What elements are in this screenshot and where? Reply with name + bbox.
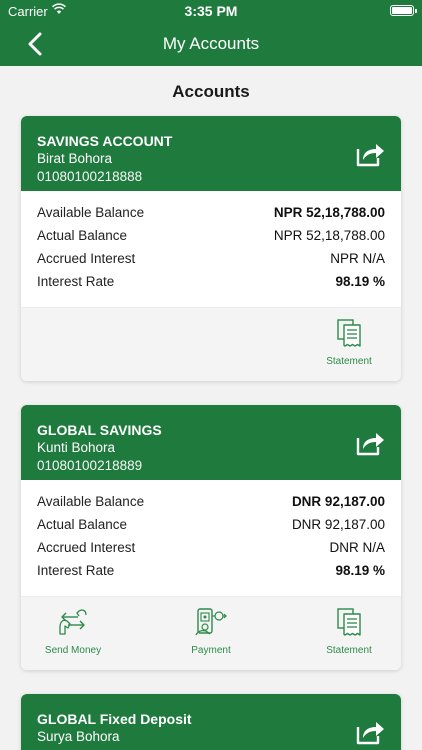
accrued-interest-row bbox=[37, 251, 385, 274]
navigation-bar bbox=[0, 22, 422, 66]
account-card-header bbox=[21, 116, 401, 191]
available-balance-row bbox=[37, 494, 385, 517]
accrued-interest-label: Accrued Interest bbox=[37, 251, 136, 266]
interest-rate-label: Interest Rate bbox=[37, 563, 115, 578]
actual-balance-value: DNR 92,187.00 bbox=[291, 517, 385, 532]
accrued-interest-value: NPR N/A bbox=[330, 251, 385, 266]
actual-balance-label: Actual Balance bbox=[37, 228, 128, 243]
account-card-header bbox=[21, 405, 401, 480]
actual-balance-label: Actual Balance bbox=[37, 517, 128, 532]
interest-rate-row bbox=[37, 563, 385, 586]
account-holder: Surya Bohora bbox=[37, 729, 120, 744]
actual-balance-row bbox=[37, 228, 385, 251]
status-bar bbox=[0, 0, 422, 22]
accrued-interest-label: Accrued Interest bbox=[37, 540, 136, 555]
account-card[interactable] bbox=[21, 116, 401, 381]
account-type: GLOBAL Fixed Deposit bbox=[37, 711, 192, 727]
account-holder: Birat Bohora bbox=[37, 151, 113, 166]
interest-rate-value: 98.19 % bbox=[335, 563, 385, 578]
account-holder: Kunti Bohora bbox=[37, 440, 116, 455]
clock: 3:35 PM bbox=[184, 3, 238, 19]
account-card[interactable] bbox=[21, 405, 401, 670]
statement-label: Statement bbox=[326, 645, 372, 656]
battery-icon bbox=[390, 5, 414, 16]
available-balance-row bbox=[37, 205, 385, 228]
interest-rate-row bbox=[37, 274, 385, 297]
payment-button[interactable] bbox=[161, 607, 261, 656]
available-balance-value: NPR 52,18,788.00 bbox=[273, 205, 385, 220]
account-type: GLOBAL SAVINGS bbox=[37, 422, 162, 438]
accrued-interest-row bbox=[37, 540, 385, 563]
statement-button[interactable] bbox=[299, 607, 399, 656]
balance-details bbox=[21, 480, 401, 596]
actual-balance-row bbox=[37, 517, 385, 540]
balance-details bbox=[21, 191, 401, 307]
send-money-label: Send Money bbox=[44, 645, 102, 656]
statement-icon bbox=[336, 607, 362, 637]
available-balance-label: Available Balance bbox=[37, 494, 145, 509]
actual-balance-value: NPR 52,18,788.00 bbox=[273, 228, 385, 243]
share-icon[interactable] bbox=[355, 429, 385, 457]
account-type: SAVINGS ACCOUNT bbox=[37, 133, 173, 149]
section-title: Accounts bbox=[172, 82, 250, 101]
available-balance-label: Available Balance bbox=[37, 205, 145, 220]
account-actions bbox=[21, 596, 401, 670]
interest-rate-value: 98.19 % bbox=[335, 274, 385, 289]
account-card-header bbox=[21, 694, 401, 750]
carrier-label: Carrier bbox=[8, 4, 48, 19]
payment-label: Payment bbox=[191, 645, 231, 656]
account-number: 01080100218889 bbox=[37, 458, 143, 473]
send-money-button[interactable] bbox=[23, 607, 123, 656]
statement-label: Statement bbox=[326, 356, 372, 367]
available-balance-value: DNR 92,187.00 bbox=[291, 494, 385, 509]
accrued-interest-value: DNR N/A bbox=[329, 540, 385, 555]
share-icon[interactable] bbox=[355, 140, 385, 168]
account-number: 01080100218888 bbox=[37, 169, 143, 184]
send-money-icon bbox=[56, 607, 90, 637]
statement-button[interactable] bbox=[299, 318, 399, 367]
nav-title: My Accounts bbox=[162, 34, 260, 53]
account-actions bbox=[21, 307, 401, 381]
payment-icon bbox=[194, 607, 228, 637]
account-card[interactable] bbox=[21, 694, 401, 750]
statement-icon bbox=[336, 318, 362, 348]
share-icon[interactable] bbox=[355, 718, 385, 746]
interest-rate-label: Interest Rate bbox=[37, 274, 115, 289]
